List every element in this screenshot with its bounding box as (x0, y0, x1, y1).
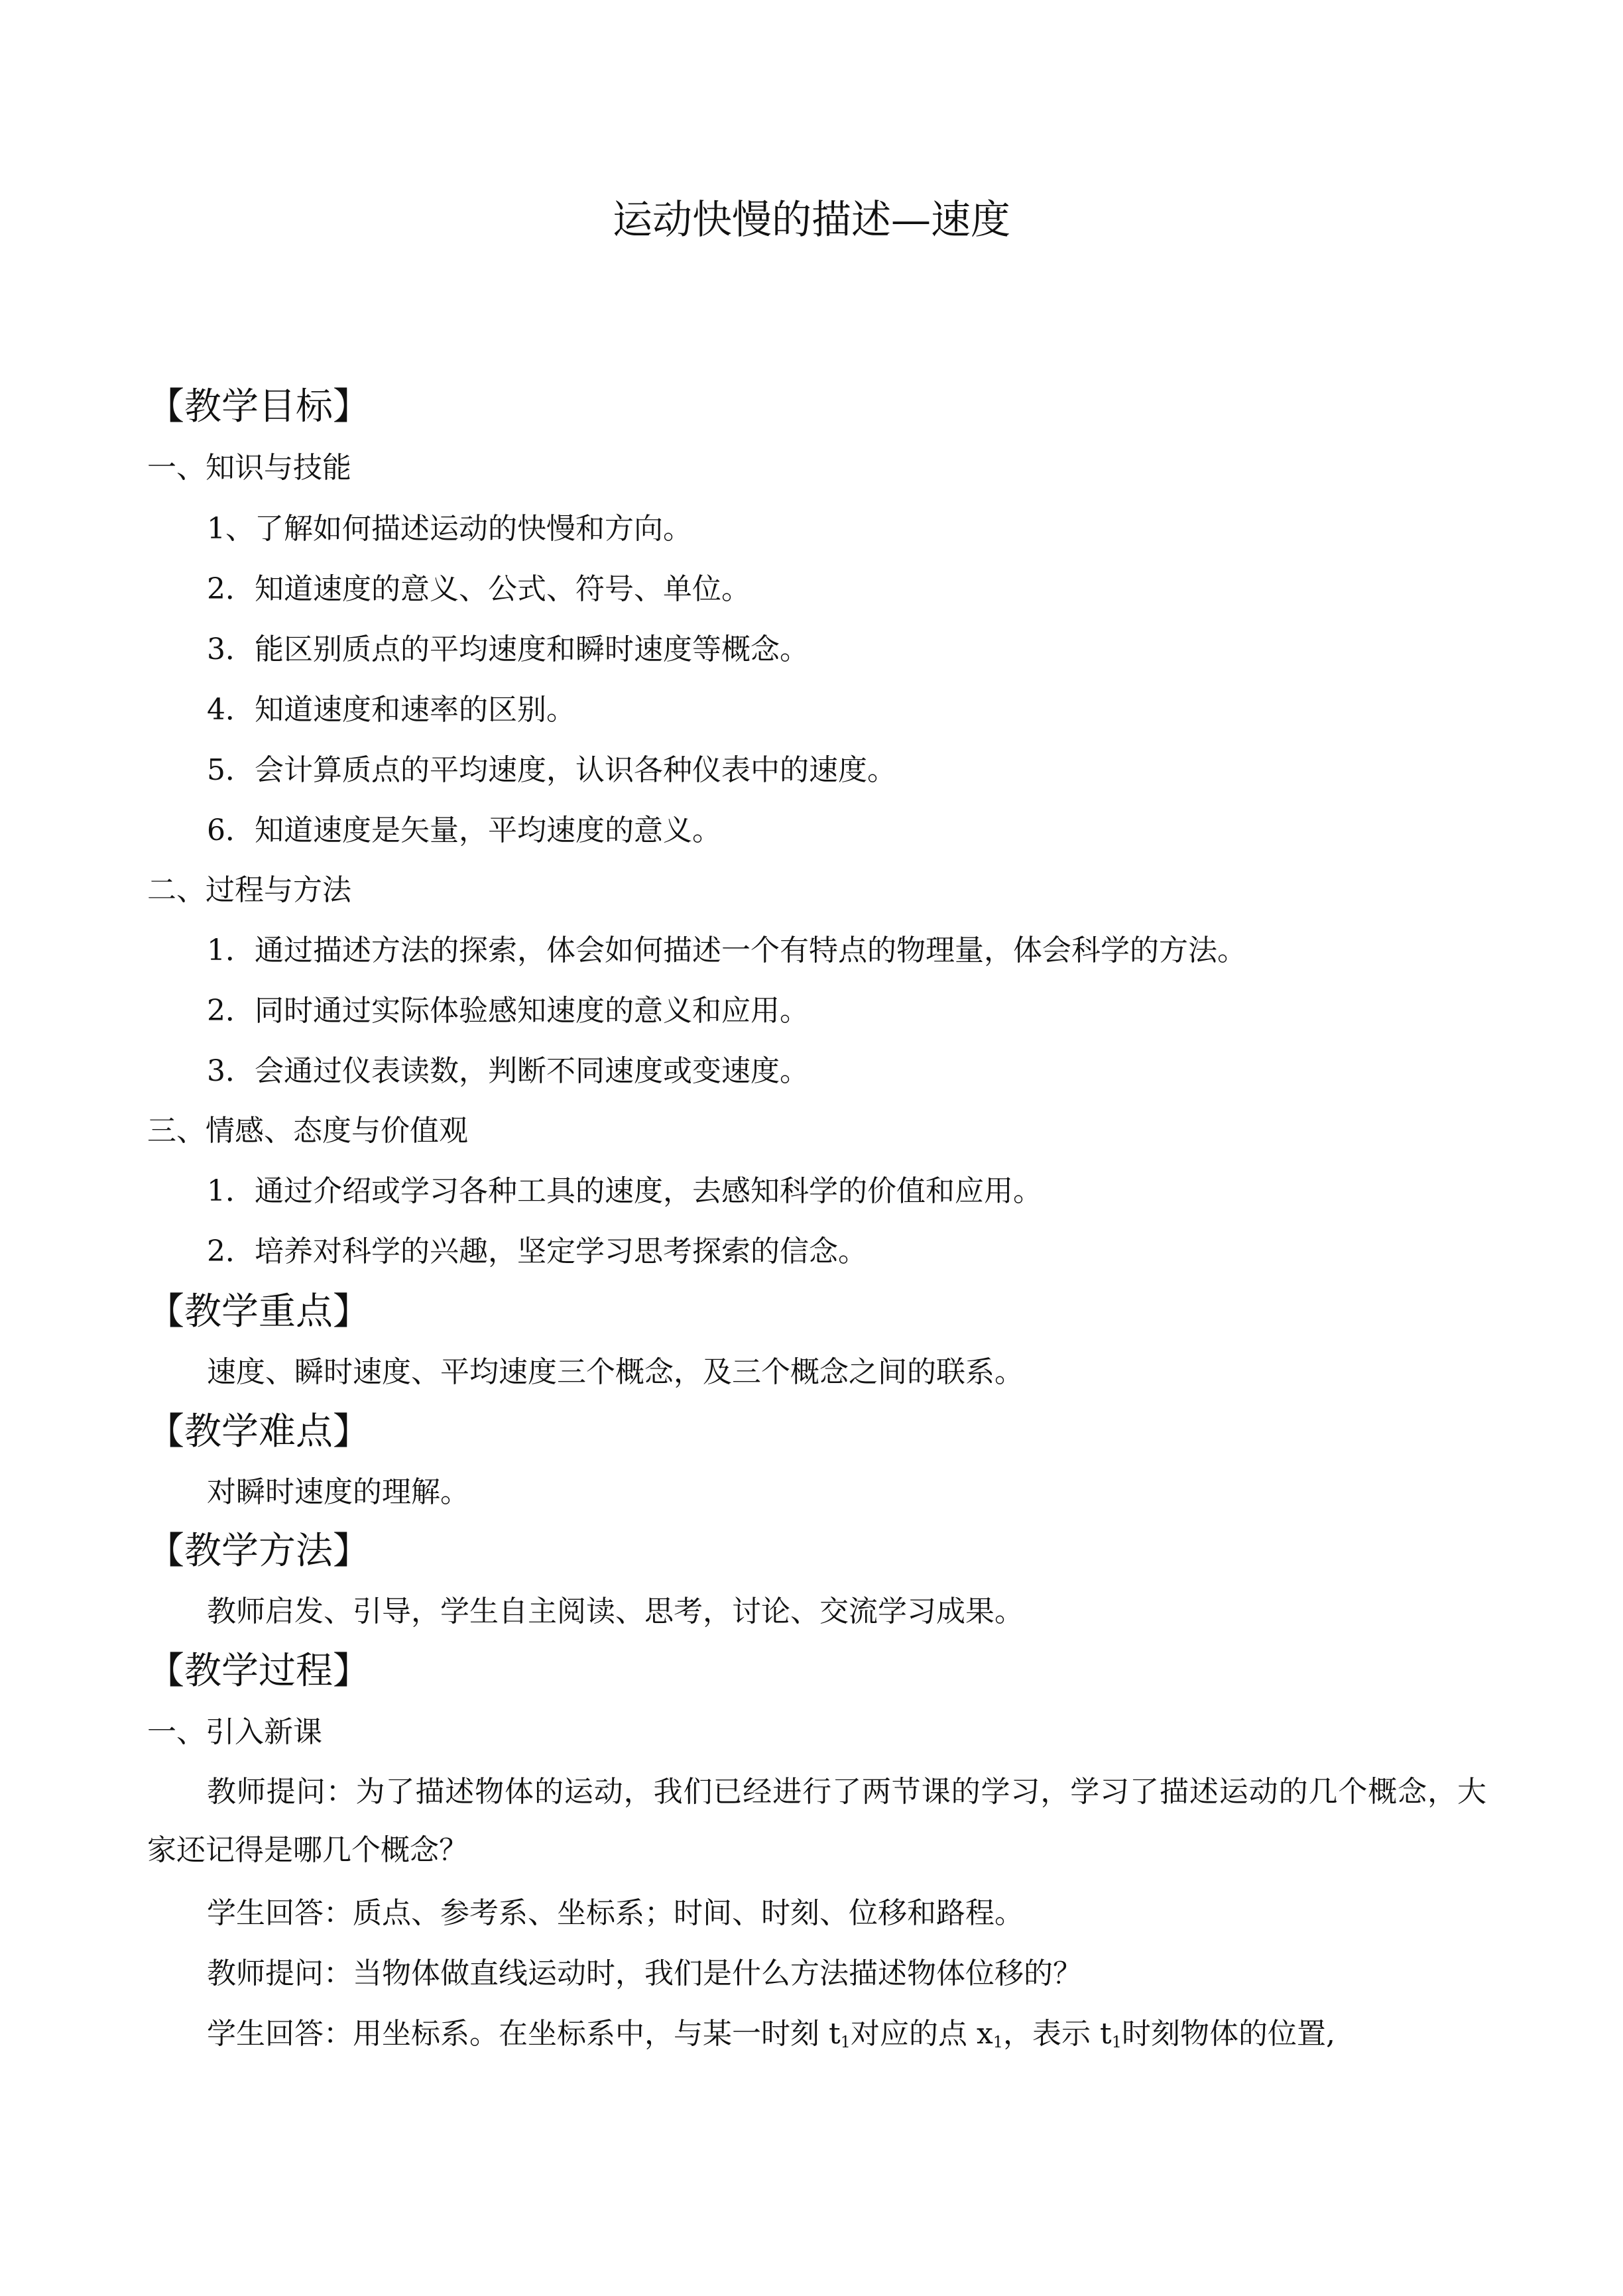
knowledge-item-4: 4．知道速度和速率的区别。 (207, 693, 575, 727)
subscript-t1: 1 (840, 2033, 851, 2051)
section-heading-difficulties: 【教学难点】 (147, 1410, 370, 1453)
section-heading-key-points: 【教学重点】 (147, 1290, 370, 1333)
knowledge-item-5: 5．会计算质点的平均速度，认识各种仪表中的速度。 (207, 753, 896, 787)
answer-text-part-d: 时刻物体的位置, (1122, 2017, 1335, 2051)
process-item-1: 1．通过描述方法的探索，体会如何描述一个有特点的物理量，体会科学的方法。 (207, 934, 1246, 967)
paragraph-student-answer-2 (207, 2014, 1335, 2062)
section-heading-methods: 【教学方法】 (147, 1530, 370, 1573)
methods-text: 教师启发、引导，学生自主阅读、思考，讨论、交流学习成果。 (207, 1595, 1024, 1628)
answer-text-part-a: 学生回答：用坐标系。在坐标系中，与某一时刻 t (207, 2017, 841, 2051)
process-item-3: 3．会通过仪表读数，判断不同速度或变速度。 (207, 1054, 809, 1088)
key-points-text: 速度、瞬时速度、平均速度三个概念，及三个概念之间的联系。 (207, 1355, 1024, 1389)
answer-text-part-b: 对应的点 x (850, 2017, 993, 2051)
subscript-x1: 1 (992, 2033, 1004, 2051)
subheading-process: 二、过程与方法 (147, 873, 351, 907)
subscript-t1-second: 1 (1111, 2033, 1122, 2051)
paragraph-student-answer-1: 学生回答：质点、参考系、坐标系；时间、时刻、位移和路程。 (207, 1896, 1024, 1930)
difficulties-text: 对瞬时速度的理解。 (207, 1475, 469, 1509)
section-heading-objectives: 【教学目标】 (147, 385, 370, 428)
subheading-knowledge: 一、知识与技能 (147, 451, 351, 485)
subheading-intro: 一、引入新课 (147, 1715, 322, 1749)
subheading-emotion: 三、情感、态度与价值观 (147, 1114, 468, 1148)
answer-text-part-c: ，表示 t (1003, 2017, 1112, 2051)
process-item-2: 2．同时通过实际体验感知速度的意义和应用。 (207, 994, 809, 1028)
paragraph-teacher-question-1: 教师提问：为了描述物体的运动，我们已经进行了两节课的学习，学习了描述运动的几个概念，大家还记得是哪几个概念？ (147, 1775, 1486, 1867)
knowledge-item-1: 1、了解如何描述运动的快慢和方向。 (207, 512, 692, 546)
knowledge-item-2: 2．知道速度的意义、公式、符号、单位。 (207, 572, 751, 606)
paragraph-teacher-question-2: 教师提问：当物体做直线运动时，我们是什么方法描述物体位移的？ (207, 1957, 1082, 1990)
knowledge-item-3: 3．能区别质点的平均速度和瞬时速度等概念。 (207, 633, 809, 666)
emotion-item-2: 2．培养对科学的兴趣，坚定学习思考探索的信念。 (207, 1235, 867, 1268)
page-title: 运动快慢的描述—速度 (613, 197, 1010, 243)
section-heading-process: 【教学过程】 (147, 1650, 370, 1693)
emotion-item-1: 1．通过介绍或学习各种工具的速度，去感知科学的价值和应用。 (207, 1174, 1042, 1208)
knowledge-item-6: 6．知道速度是矢量，平均速度的意义。 (207, 814, 721, 847)
